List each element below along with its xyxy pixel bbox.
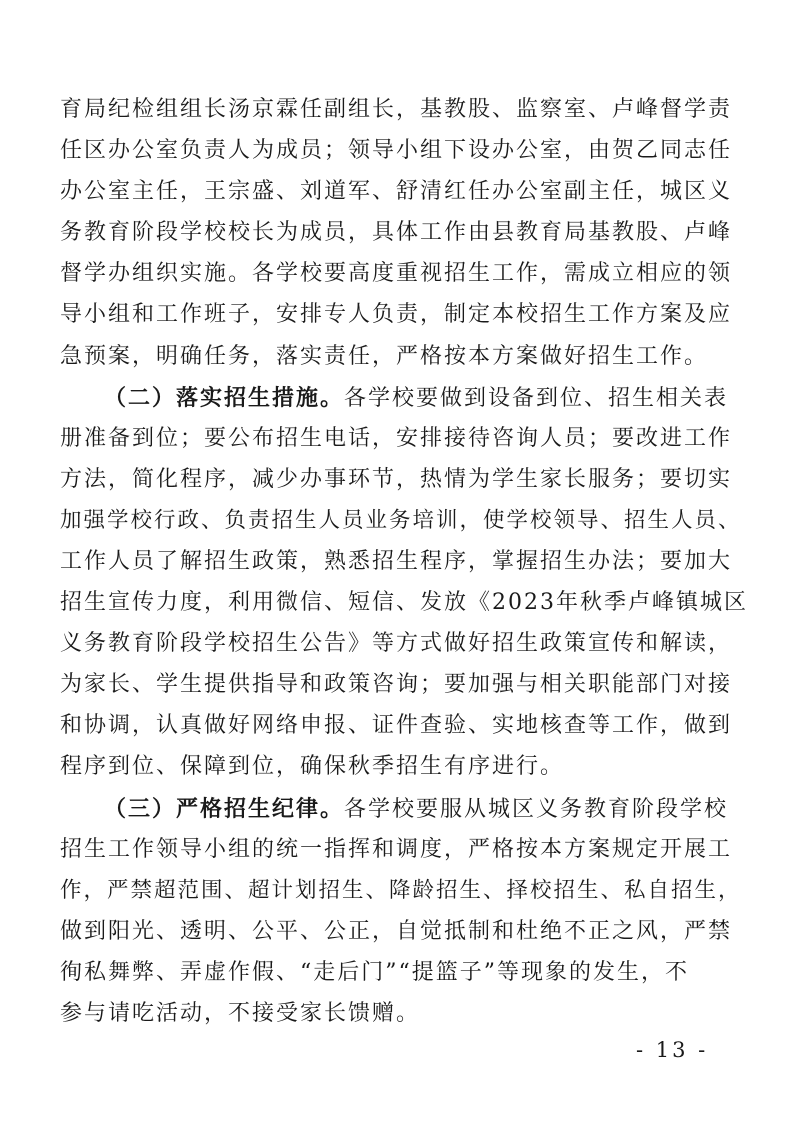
- paragraph-line: 参与请吃活动，不接受家长馈赠。: [60, 1001, 421, 1026]
- paragraph-line: 办公室主任，王宗盛、刘道军、舒清红任办公室副主任，城区义: [60, 179, 733, 204]
- paragraph-line: 导小组和工作班子，安排专人负责，制定本校招生工作方案及应: [60, 302, 733, 327]
- paragraph-line: 督学办组织实施。各学校要高度重视招生工作，需成立相应的领: [60, 261, 733, 286]
- page-number: - 13 -: [636, 1038, 709, 1062]
- paragraph-line: 任区办公室负责人为成员；领导小组下设办公室，由贺乙同志任: [60, 138, 733, 163]
- section-first-line: [104, 795, 728, 823]
- section-first-line: [104, 384, 728, 412]
- section-heading: （三）严格招生纪律。: [104, 796, 345, 822]
- paragraph-line: 育局纪检组组长汤京霖任副组长，基教股、监察室、卢峰督学责: [60, 97, 733, 122]
- paragraph-line: 方法，简化程序，减少办事环节，热情为学生家长服务；要切实: [60, 467, 733, 492]
- paragraph-line: 义务教育阶段学校招生公告》等方式做好招生政策宣传和解读，: [60, 631, 733, 656]
- section-text: 各学校要服从城区义务教育阶段学校: [344, 797, 729, 822]
- paragraph-line: 程序到位、保障到位，确保秋季招生有序进行。: [60, 754, 565, 779]
- paragraph-line: 册准备到位；要公布招生电话，安排接待咨询人员；要改进工作: [60, 426, 733, 451]
- paragraph-line: 工作人员了解招生政策，熟悉招生程序，掌握招生办法；要加大: [60, 549, 733, 574]
- paragraph-line: 招生工作领导小组的统一指挥和调度，严格按本方案规定开展工: [60, 837, 733, 862]
- paragraph-line: 徇私舞弊、弄虚作假、“走后门”“提篮子”等现象的发生，不: [60, 960, 689, 985]
- paragraph-line: 做到阳光、透明、公平、公正，自觉抵制和杜绝不正之风，严禁: [60, 919, 733, 944]
- paragraph-line: 和协调，认真做好网络申报、证件查验、实地核查等工作，做到: [60, 713, 733, 738]
- paragraph-line: 作，严禁超范围、超计划招生、降龄招生、择校招生、私自招生，: [60, 878, 742, 903]
- paragraph-line: 加强学校行政、负责招生人员业务培训，使学校领导、招生人员、: [60, 508, 742, 533]
- section-text: 各学校要做到设备到位、招生相关表: [344, 386, 729, 411]
- paragraph-line: 急预案，明确任务，落实责任，严格按本方案做好招生工作。: [60, 344, 709, 369]
- paragraph-line: 招生宣传力度，利用微信、短信、发放《2023年秋季卢峰镇城区: [60, 590, 748, 615]
- paragraph-line: 务教育阶段学校校长为成员，具体工作由县教育局基教股、卢峰: [60, 220, 733, 245]
- section-heading: （二）落实招生措施。: [104, 385, 345, 411]
- paragraph-line: 为家长、学生提供指导和政策咨询；要加强与相关职能部门对接: [60, 672, 733, 697]
